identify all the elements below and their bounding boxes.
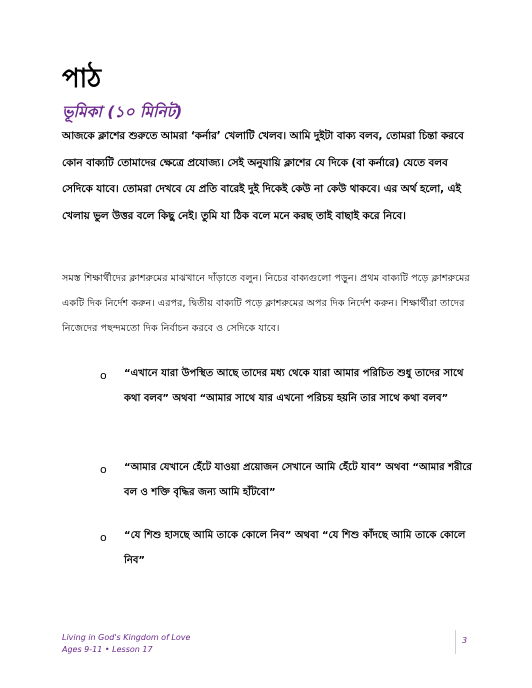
- section-heading: ভূমিকা (১০ মিনিট): [62, 103, 183, 121]
- page-number: 3: [462, 636, 468, 645]
- instructions-paragraph: সমস্ত শিক্ষার্থীদের ক্লাশরুমের মাঝখানে দাঁড়াতে বলুন। নিচের বাক্যগুলো পড়ুন। প্রথম বাক্যটি পড়ে ক্লাশরুমের একটি দিক নির্দেশ করুন। এরপর, দ্বিতীয় বাক্যটি পড়ে ক্লাশরুমের অপর দিক নির্দেশ করুন। শিক্ষার্থীরা তাদের নিজেদের পছন্দমতো দিক নির্বাচন করবে ও সেদিকে যাবে।: [62, 273, 470, 334]
- statement-option-text: “যে শিশু হাসছে আমি তাকে কোলে নিব” অথবা “যে শিশু কাঁদছে আমি তাকে কোলে নিব”: [124, 530, 466, 566]
- page-title: পাঠ: [62, 64, 102, 94]
- footer: [62, 632, 190, 656]
- statement-option: [100, 524, 480, 573]
- statement-option: [100, 362, 480, 411]
- statement-option-text: “আমার যেখানে হেঁটে যাওয়া প্রয়োজন সেখানে আমি হেঁটে যাব” অথবা “আমার শরীরে বল ও শক্তি বৃদ্ধির জন্য আমি হাঁটবো”: [124, 462, 472, 498]
- bullet-circle-icon: o: [100, 369, 107, 382]
- statement-option: [100, 456, 480, 505]
- footer-lesson-info: Ages 9-11 • Lesson 17: [62, 645, 153, 654]
- bullet-circle-icon: o: [100, 463, 107, 476]
- footer-course-title: Living in God's Kingdom of Love: [62, 633, 191, 642]
- statement-option-text: “এখানে যারা উপস্থিত আছে তাদের মধ্য থেকে যারা আমার পরিচিত শুধু তাদের সাথে কথা বলব” অথবা “আমার সাথে যার এখনো পরিচয় হয়নি তার সাথে কথা বলব”: [124, 368, 464, 404]
- intro-paragraph: আজকে ক্লাশের শুরুতে আমরা ‘কর্নার’ খেলাটি খেলব। আমি দুইটা বাক্য বলব, তোমরা চিন্তা করবে কোন বাক্যটি তোমাদের ক্ষেত্রে প্রযোজ্য। সেই অনুযায়ি ক্লাশের যে দিকে (বা কর্নারে) যেতে বলব সেদিকে যাবে। তোমরা দেখবে যে প্রতি বারেই দুই দিকেই কেউ না কেউ থাকবে। এর অর্থ হলো, এই খেলায় ভুল উত্তর বলে কিছু নেই। তুমি যা ঠিক বলে মনে করছ তাই বাছাই করে নিবে।: [62, 130, 464, 222]
- bullet-circle-icon: o: [100, 531, 107, 544]
- footer-divider: [455, 630, 456, 654]
